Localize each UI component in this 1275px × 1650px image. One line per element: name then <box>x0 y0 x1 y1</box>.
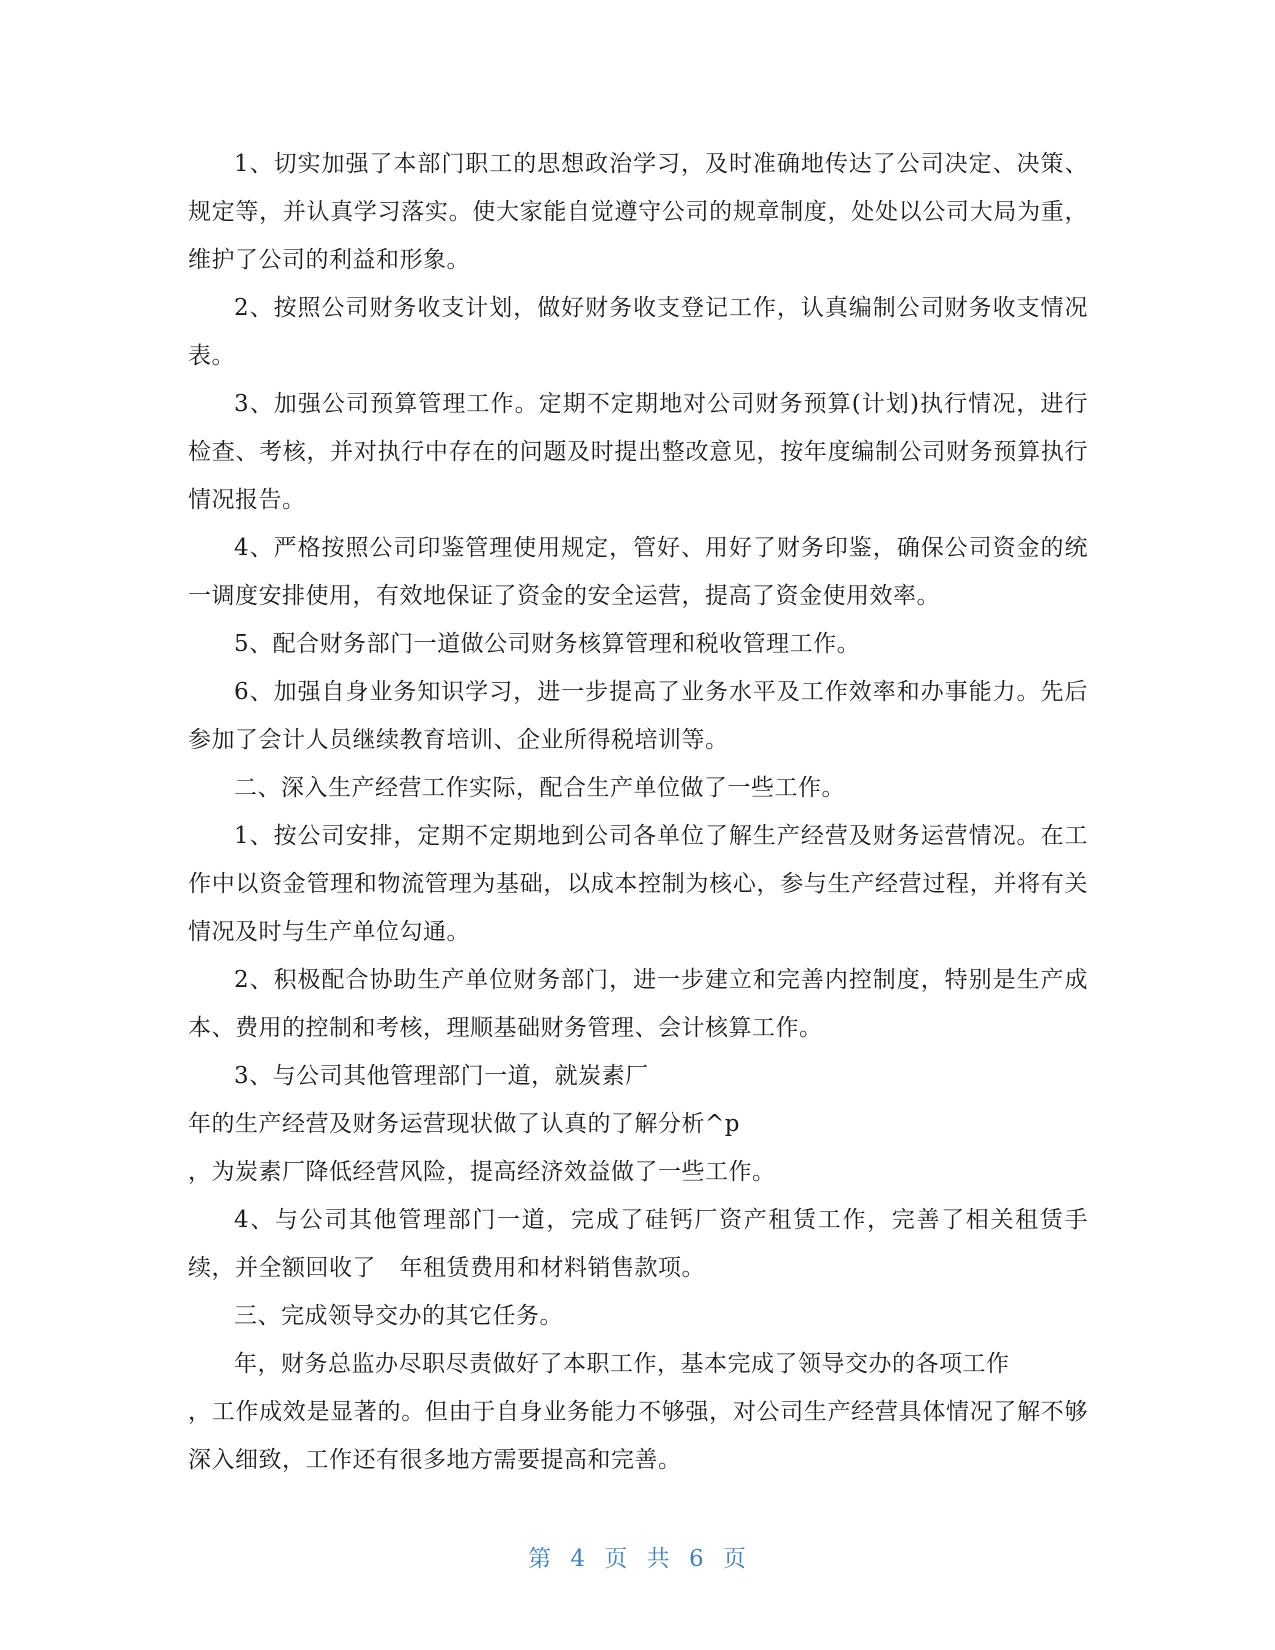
paragraph-10: 年的生产经营及财务运营现状做了认真的了解分析^p <box>188 1111 740 1137</box>
paragraph-11: ，为炭素厂降低经营风险，提高经济效益做了一些工作。 <box>188 1159 776 1185</box>
paragraph-1: 1、切实加强了本部门职工的思想政治学习，及时准确地传达了公司决定、决策、规定等，并认真学习落实。使大家能自觉遵守公司的规章制度，处处以公司大局为重，维护了公司的利益和形象。 <box>188 151 1088 273</box>
paragraph-14: ，工作成效是显著的。但由于自身业务能力不够强，对公司生产经营具体情况了解不够深入细致，工作还有很多地方需要提高和完善。 <box>188 1399 1088 1473</box>
paragraph-3: 3、加强公司预算管理工作。定期不定期地对公司财务预算(计划)执行情况，进行检查、考核，并对执行中存在的问题及时提出整改意见，按年度编制公司财务预算执行情况报告。 <box>188 391 1088 513</box>
paragraph-13: 年，财务总监办尽职尽责做好了本职工作，基本完成了领导交办的各项工作 <box>234 1351 1010 1377</box>
paragraph-2: 2、按照公司财务收支计划，做好财务收支登记工作，认真编制公司财务收支情况表。 <box>188 295 1088 369</box>
paragraph-5: 5、配合财务部门一道做公司财务核算管理和税收管理工作。 <box>234 631 861 657</box>
section-heading-2: 二、深入生产经营工作实际，配合生产单位做了一些工作。 <box>234 775 845 801</box>
paragraph-8: 2、积极配合协助生产单位财务部门，进一步建立和完善内控制度，特别是生产成本、费用的控制和考核，理顺基础财务管理、会计核算工作。 <box>188 967 1088 1041</box>
page-number-footer: 第 4 页 共 6 页 <box>528 1546 747 1572</box>
paragraph-6: 6、加强自身业务知识学习，进一步提高了业务水平及工作效率和办事能力。先后参加了会计人员继续教育培训、企业所得税培训等。 <box>188 679 1088 753</box>
paragraph-7: 1、按公司安排，定期不定期地到公司各单位了解生产经营及财务运营情况。在工作中以资金管理和物流管理为基础，以成本控制为核心，参与生产经营过程，并将有关情况及时与生产单位勾通。 <box>188 823 1088 945</box>
paragraph-4: 4、严格按照公司印鉴管理使用规定，管好、用好了财务印鉴，确保公司资金的统一调度安排使用，有效地保证了资金的安全运营，提高了资金使用效率。 <box>188 535 1088 609</box>
document-body <box>188 140 1088 1484</box>
paragraph-9: 3、与公司其他管理部门一道，就炭素厂 <box>234 1063 649 1089</box>
paragraph-12: 4、与公司其他管理部门一道，完成了硅钙厂资产租赁工作，完善了相关租赁手续，并全额回收了 年租赁费用和材料销售款项。 <box>188 1207 1088 1281</box>
section-heading-3: 三、完成领导交办的其它任务。 <box>234 1303 563 1329</box>
